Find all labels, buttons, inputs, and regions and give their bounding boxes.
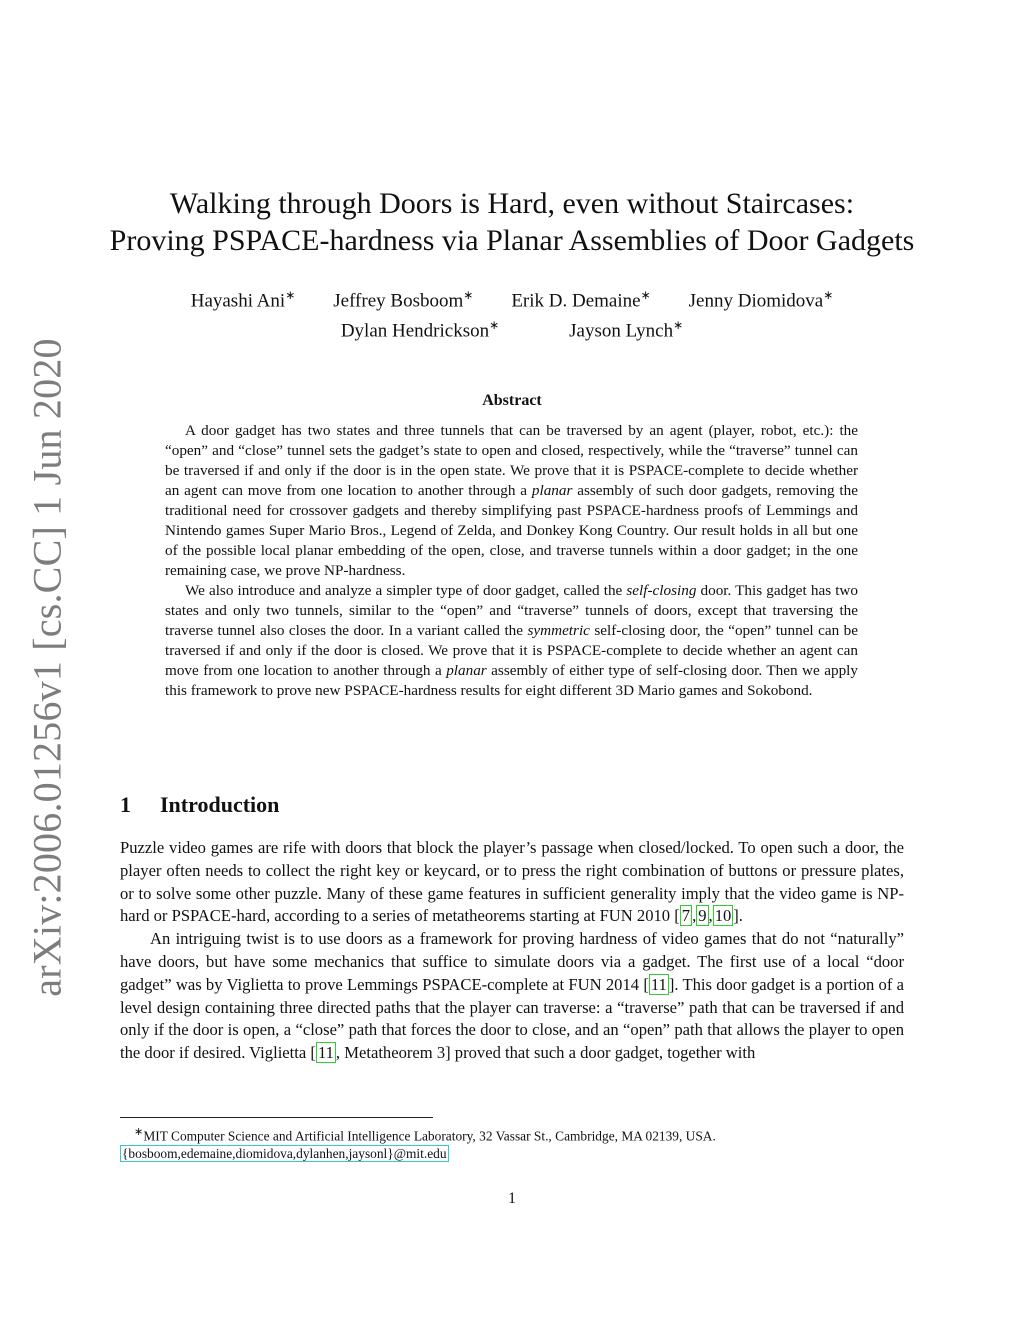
author: Hayashi Ani∗ — [190, 288, 296, 312]
intro-paragraph-2: An intriguing twist is to use doors as a framework for proving hardness of video games that do not “naturally” have doors, but have some mechanics that suffice to simulate doors via a gadget. The first use of a local “door gadget” was by Viglietta to prove Lemmings PSPACE-complete at FUN 2014 [ 11 ]. This door gadget is a portion of a level design containing three directed paths that the player can traverse: a “traverse” path that can be traversed if and only if the door is open, a “close” path that forces the door to close, and an “open” path that allows the player to open the door if desired. Viglietta [ 11 , Metatheorem 3] proved that such a door gadget, together with — [120, 929, 904, 1063]
author-list — [100, 283, 924, 344]
title-line-1: Walking through Doors is Hard, even without Staircases: — [169, 187, 855, 220]
section-number: 1 — [120, 792, 131, 817]
abstract-body — [165, 421, 858, 701]
author-row-2 — [100, 313, 924, 343]
section-title: Introduction — [160, 792, 280, 817]
citation-link[interactable]: 11 — [650, 974, 667, 994]
section-heading-introduction — [120, 792, 279, 818]
author: Jenny Diomidova∗ — [688, 288, 834, 312]
author: Dylan Hendrickson∗ — [340, 318, 500, 342]
email-link[interactable]: {bosboom,edemaine,diomidova,dylanhen,jaysonl}@mit.edu — [122, 1146, 447, 1162]
citation-link[interactable]: 7 — [681, 906, 691, 926]
abstract-paragraph-1: A door gadget has two states and three tunnels that can be traversed by an agent (player, robot, etc.): the “open” and “close” tunnel sets the gadget’s state to open and closed, respectively, while the “traverse” tunnel can be traversed if and only if the door is in the open state. We prove that it is PSPACE-complete to decide whether an agent can move from one location to another through a planar assembly of such door gadgets, removing the traditional need for crossover gadgets and thereby simplifying past PSPACE-hardness proofs of Lemmings and Nintendo games Super Mario Bros., Legend of Zelda, and Donkey Kong Country. Our result holds in all but one of the possible local planar embedding of the open, close, and traverse tunnels within a door gadget; in the one remaining case, we prove NP-hardness. — [165, 422, 858, 579]
footnote-divider — [120, 1117, 433, 1118]
footnote-emails-line — [120, 1145, 904, 1163]
arxiv-sidebar-identifier — [18, 338, 76, 997]
author: Jeffrey Bosboom∗ — [333, 288, 474, 312]
intro-paragraph-1: Puzzle video games are rife with doors that block the player’s passage when closed/locked. To open such a door, the player often needs to collect the right key or keycard, or to press the right combination of buttons or pressure plates, or to solve some other puzzle. Many of these game features in sufficient generality imply that the video game is NP-hard or PSPACE-hard, according to a series of metatheorems starting at FUN 2010 [ 7 , 9 , 10 ]. — [120, 838, 904, 926]
footnote — [120, 1123, 904, 1163]
introduction-body — [120, 837, 904, 1065]
arxiv-id-text: arXiv:2006.01256v1 [cs.CC] 1 Jun 2020 — [24, 338, 70, 997]
page-number: 1 — [508, 1190, 516, 1207]
author: Erik D. Demaine∗ — [511, 288, 651, 312]
author-row-1 — [100, 283, 924, 313]
footnote-affiliation: ∗MIT Computer Science and Artificial Intelligence Laboratory, 32 Vassar St., Cambridge, MA 02139, USA. — [134, 1126, 716, 1144]
citation-link[interactable]: 10 — [714, 906, 732, 926]
abstract-heading: Abstract — [482, 392, 542, 409]
paper-title — [100, 185, 924, 259]
title-line-2: Proving PSPACE-hardness via Planar Assemblies of Door Gadgets — [109, 224, 915, 257]
citation-link[interactable]: 11 — [317, 1043, 334, 1063]
citation-link[interactable]: 9 — [698, 906, 707, 926]
abstract-paragraph-2: We also introduce and analyze a simpler type of door gadget, called the self-closing door. This gadget has two states and only two tunnels, similar to the “open” and “traverse” tunnels of doors, except that traversing the traverse tunnel also closes the door. In a variant called the symmetric self-closing door, the “open” tunnel can be traversed if and only if the door is closed. We prove that it is PSPACE-complete to decide whether an agent can move from one location to another through a planar assembly of either type of self-closing door. Then we apply this framework to prove new PSPACE-hardness results for eight different 3D Mario games and Sokobond. — [165, 582, 858, 699]
author: Jayson Lynch∗ — [569, 318, 684, 342]
